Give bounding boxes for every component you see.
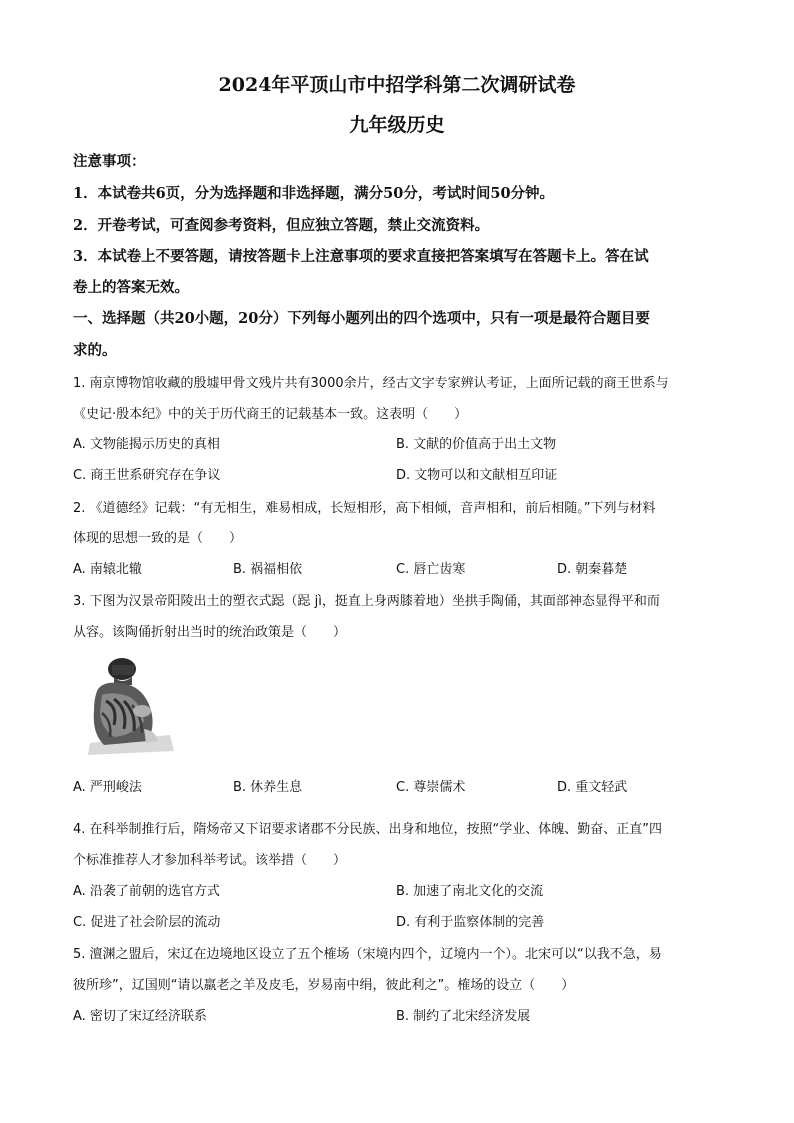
- question-2-option-a: A. 南辕北辙: [73, 562, 142, 577]
- question-5-stem: 5. 澶渊之盟后，宋辽在边境地区设立了五个榷场（宋境内四个，辽境内一个）。北宋可以“以我不急，易: [73, 947, 662, 962]
- question-2-stem: 2. 《道德经》记载：“有无相生，难易相成，长短相形，高下相倾，音声相和，前后相随。”下列与材料: [73, 501, 656, 516]
- exam-title: 2024年平顶山市中招学科第二次调研试卷: [218, 74, 576, 96]
- section-heading: 一、选择题（共20小题，20分）下列每小题列出的四个选项中，只有一项是最符合题目要: [73, 310, 650, 327]
- question-3-option-a: A. 严刑峻法: [73, 780, 142, 795]
- question-5-option-a: A. 密切了宋辽经济联系: [73, 1009, 207, 1024]
- question-1-stem-cont: 《史记·殷本纪》中的关于历代商王的记载基本一致。这表明（ ）: [73, 407, 468, 422]
- question-4-stem: 4. 在科举制推行后，隋炀帝又下诏要求诸郡不分民族、出身和地位，按照“学业、体魄、勤奋、正直”四: [73, 822, 663, 837]
- question-3-option-d: D. 重文轻武: [557, 780, 628, 795]
- question-5-stem-cont: 彼所珍”，辽国则“请以羸老之羊及皮毛，岁易南中绢，彼此利之”。榷场的设立（ ）: [73, 978, 575, 993]
- notice-item-3-cont: 卷上的答案无效。: [73, 279, 189, 296]
- question-2-option-b: B. 祸福相依: [233, 562, 303, 577]
- question-4-option-a: A. 沿袭了前朝的选官方式: [73, 884, 220, 899]
- question-4-option-d: D. 有利于监察体制的完善: [396, 915, 545, 930]
- question-2-stem-cont: 体现的思想一致的是（ ）: [73, 531, 243, 546]
- question-2-option-c: C. 唇亡齿寒: [396, 562, 466, 577]
- section-heading-cont: 求的。: [73, 342, 117, 359]
- question-5-option-b: B. 制约了北宋经济发展: [396, 1009, 531, 1024]
- question-1-option-c: C. 商王世系研究存在争议: [73, 468, 221, 483]
- notice-heading: 注意事项：: [73, 153, 146, 170]
- question-3-stem: 3. 下图为汉景帝阳陵出土的塑衣式跽（跽 jì，挺直上身两膝着地）坐拱手陶俑，其面部神态显得平和而: [73, 594, 660, 609]
- notice-item-1: 1．本试卷共6页，分为选择题和非选择题，满分50分，考试时间50分钟。: [73, 185, 555, 202]
- question-3-stem-cont: 从容。该陶俑折射出当时的统治政策是（ ）: [73, 625, 347, 640]
- question-1-stem: 1. 南京博物馆收藏的殷墟甲骨文残片共有3000余片，经古文字专家辨认考证，上面所记载的商王世系与: [73, 376, 669, 391]
- notice-item-3: 3．本试卷上不要答题，请按答题卡上注意事项的要求直接把答案填写在答题卡上。答在试: [73, 248, 649, 265]
- question-4-stem-cont: 个标准推荐人才参加科举考试。该举措（ ）: [73, 853, 347, 868]
- question-2-option-d: D. 朝秦暮楚: [557, 562, 628, 577]
- kneeling-figurine-image: [84, 655, 176, 757]
- question-4-option-b: B. 加速了南北文化的交流: [396, 884, 544, 899]
- notice-item-2: 2．开卷考试，可查阅参考资料，但应独立答题，禁止交流资料。: [73, 217, 490, 234]
- question-1-option-b: B. 文献的价值高于出土文物: [396, 437, 557, 452]
- question-3-option-b: B. 休养生息: [233, 780, 303, 795]
- exam-subtitle: 九年级历史: [349, 114, 445, 136]
- question-3-option-c: C. 尊崇儒术: [396, 780, 466, 795]
- question-4-option-c: C. 促进了社会阶层的流动: [73, 915, 221, 930]
- question-1-option-d: D. 文物可以和文献相互印证: [396, 468, 558, 483]
- question-1-option-a: A. 文物能揭示历史的真相: [73, 437, 220, 452]
